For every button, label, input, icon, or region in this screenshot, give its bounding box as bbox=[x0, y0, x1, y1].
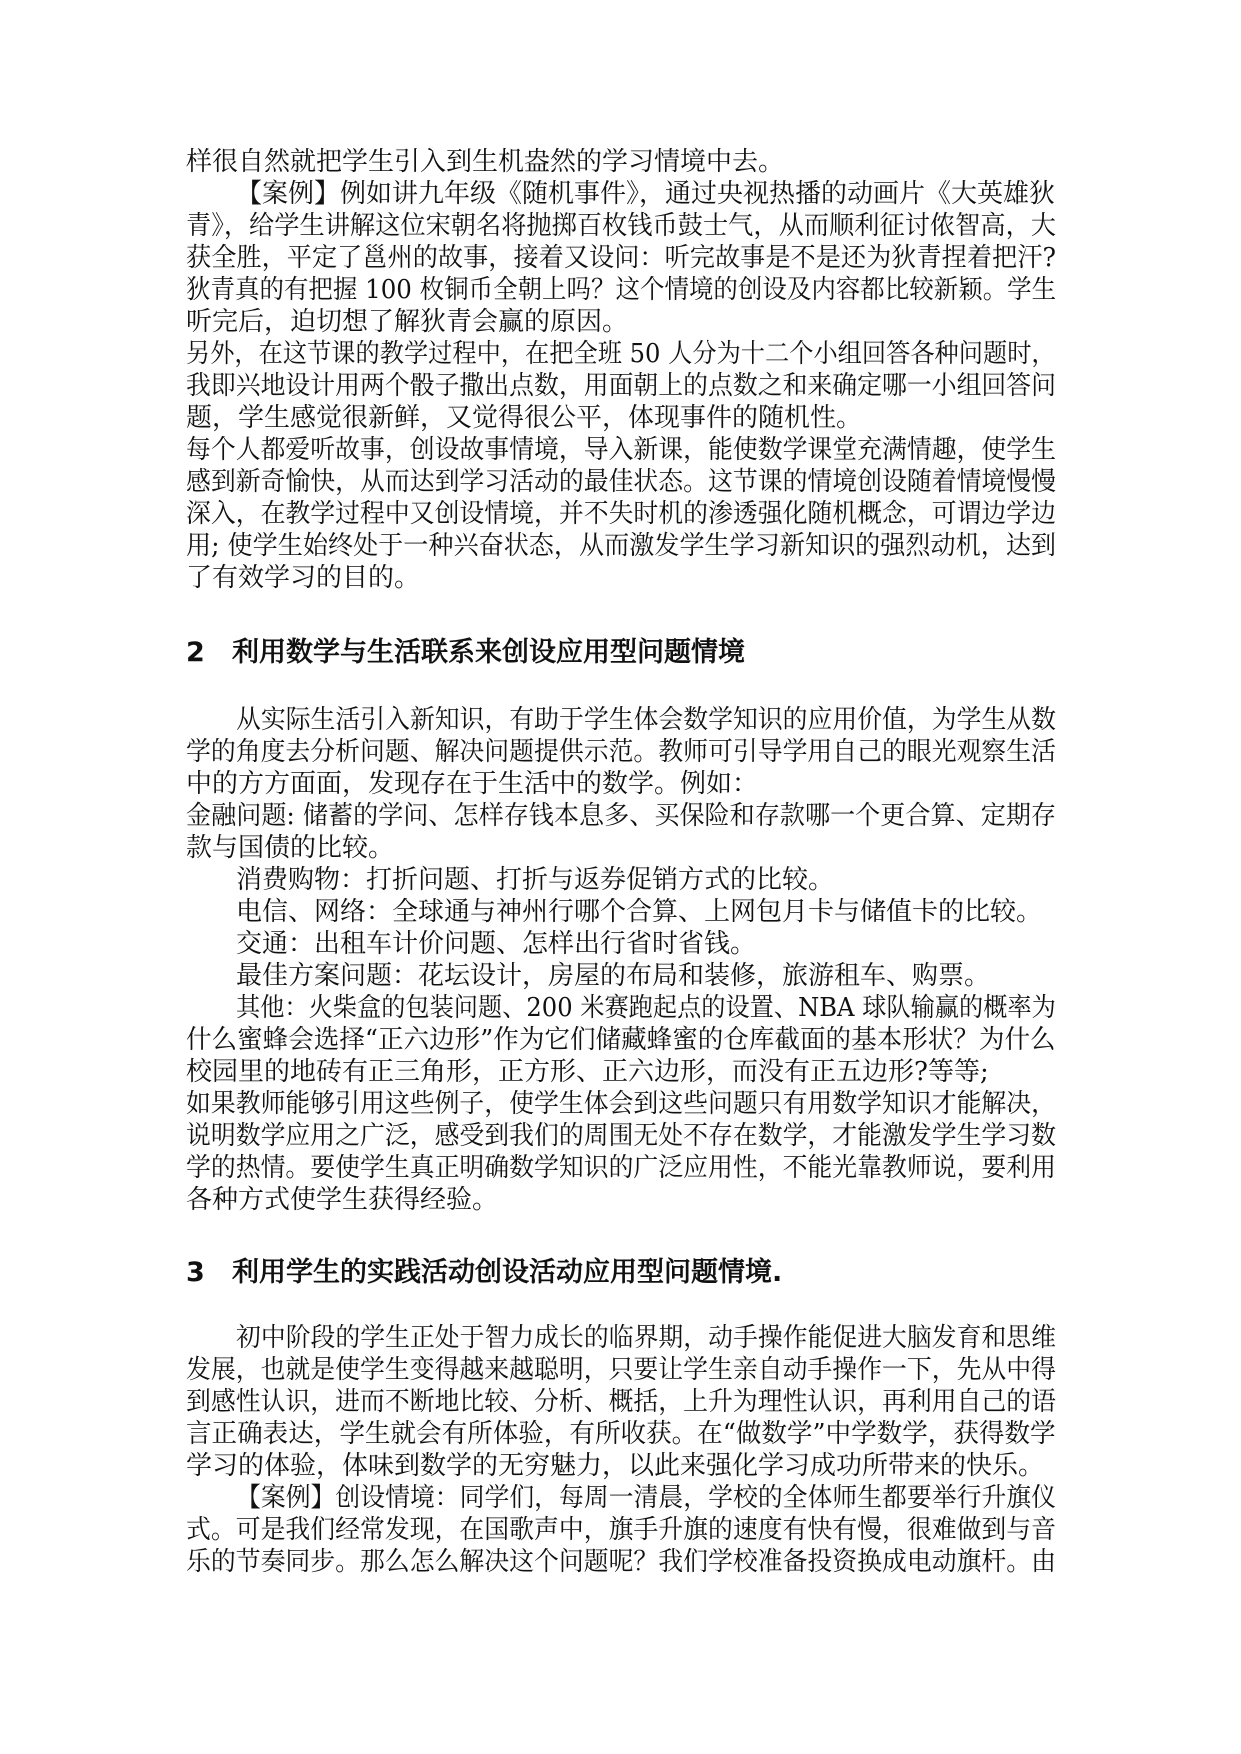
section-heading-2 bbox=[186, 636, 745, 670]
paragraph-line: 获全胜，平定了邕州的故事，接着又设问：听完故事是不是还为狄青捏着把汗? bbox=[186, 243, 1056, 273]
section-number: 2 bbox=[186, 637, 205, 668]
paragraph-line: 狄青真的有把握 100 枚铜币全朝上吗？这个情境的创设及内容都比较新颖。学生 bbox=[186, 275, 1057, 305]
paragraph-line: 款与国债的比较。 bbox=[186, 833, 395, 863]
paragraph-line: 青》，给学生讲解这位宋朝名将抛掷百枚钱币鼓士气，从而顺利征讨侬智高，大 bbox=[186, 211, 1057, 241]
paragraph-line: 听完后，迫切想了解狄青会赢的原因。 bbox=[186, 307, 629, 337]
section-heading-3 bbox=[186, 1256, 782, 1290]
paragraph-line: 校园里的地砖有正三角形，正方形、正六边形，而没有正五边形?等等; bbox=[186, 1057, 989, 1087]
paragraph-line: 用; 使学生始终处于一种兴奋状态，从而激发学生学习新知识的强烈动机，达到 bbox=[186, 531, 1057, 561]
paragraph-line: 初中阶段的学生正处于智力成长的临界期，动手操作能促进大脑发育和思维 bbox=[236, 1323, 1057, 1353]
paragraph-line: 发展，也就是使学生变得越来越聪明，只要让学生亲自动手操作一下，先从中得 bbox=[186, 1355, 1057, 1385]
paragraph-line: 乐的节奏同步。那么怎么解决这个问题呢？我们学校准备投资换成电动旗杆。由 bbox=[186, 1547, 1057, 1577]
paragraph-line: 金融问题: 储蓄的学问、怎样存钱本息多、买保险和存款哪一个更合算、定期存 bbox=[186, 801, 1057, 831]
paragraph-line: 中的方方面面，发现存在于生活中的数学。例如： bbox=[186, 769, 759, 799]
paragraph-line: 学习的体验，体味到数学的无穷魅力，以此来强化学习成功所带来的快乐。 bbox=[186, 1451, 1045, 1481]
paragraph-line: 【案例】创设情境：同学们，每周一清晨，学校的全体师生都要举行升旗仪 bbox=[236, 1483, 1057, 1513]
paragraph-line: 最佳方案问题：花坛设计，房屋的布局和装修，旅游租车、购票。 bbox=[236, 961, 991, 991]
paragraph-line: 我即兴地设计用两个骰子撒出点数，用面朝上的点数之和来确定哪一小组回答问 bbox=[186, 371, 1057, 401]
paragraph-line: 式。可是我们经常发现，在国歌声中，旗手升旗的速度有快有慢，很难做到与音 bbox=[186, 1515, 1057, 1545]
paragraph-line: 言正确表达，学生就会有所体验，有所收获。在“做数学”中学数学，获得数学 bbox=[186, 1419, 1056, 1449]
paragraph-line: 各种方式使学生获得经验。 bbox=[186, 1185, 499, 1215]
paragraph-line: 每个人都爱听故事，创设故事情境，导入新课，能使数学课堂充满情趣，使学生 bbox=[186, 435, 1057, 465]
paragraph-line: 消费购物：打折问题、打折与返券促销方式的比较。 bbox=[236, 865, 835, 895]
paragraph-line: 学的角度去分析问题、解决问题提供示范。教师可引导学用自己的眼光观察生活 bbox=[186, 737, 1057, 767]
paragraph-line: 交通：出租车计价问题、怎样出行省时省钱。 bbox=[236, 929, 757, 959]
paragraph-line: 另外，在这节课的教学过程中，在把全班 50 人分为十二个小组回答各种问题时， bbox=[186, 339, 1056, 369]
paragraph-line: 【案例】例如讲九年级《随机事件》，通过央视热播的动画片《大英雄狄 bbox=[236, 179, 1056, 209]
paragraph-line: 说明数学应用之广泛，感受到我们的周围无处不存在数学，才能激发学生学习数 bbox=[186, 1121, 1057, 1151]
paragraph-line: 到感性认识，进而不断地比较、分析、概括，上升为理性认识，再利用自己的语 bbox=[186, 1387, 1057, 1417]
paragraph-line: 学的热情。要使学生真正明确数学知识的广泛应用性，不能光靠教师说，要利用 bbox=[186, 1153, 1057, 1183]
paragraph-line: 深入，在教学过程中又创设情境，并不失时机的渗透强化随机概念，可谓边学边 bbox=[186, 499, 1057, 529]
paragraph-line: 题，学生感觉很新鲜，又觉得很公平，体现事件的随机性。 bbox=[186, 403, 863, 433]
paragraph-line: 了有效学习的目的。 bbox=[186, 563, 421, 593]
section-number: 3 bbox=[186, 1257, 205, 1288]
paragraph-line: 电信、网络：全球通与神州行哪个合算、上网包月卡与储值卡的比较。 bbox=[236, 897, 1043, 927]
paragraph-line: 样很自然就把学生引入到生机盎然的学习情境中去。 bbox=[186, 147, 785, 177]
section-title: 利用数学与生活联系来创设应用型问题情境 bbox=[232, 637, 745, 668]
paragraph-line: 其他：火柴盒的包装问题、200 米赛跑起点的设置、NBA 球队输赢的概率为 bbox=[236, 993, 1056, 1023]
paragraph-line: 什么蜜蜂会选择“正六边形”作为它们储藏蜂蜜的仓库截面的基本形状？为什么 bbox=[186, 1025, 1056, 1055]
paragraph-line: 如果教师能够引用这些例子，使学生体会到这些问题只有用数学知识才能解决， bbox=[186, 1089, 1057, 1119]
section-title: 利用学生的实践活动创设活动应用型问题情境. bbox=[232, 1257, 783, 1288]
paragraph-line: 从实际生活引入新知识，有助于学生体会数学知识的应用价值，为学生从数 bbox=[236, 705, 1057, 735]
paragraph-line: 感到新奇愉快，从而达到学习活动的最佳状态。这节课的情境创设随着情境慢慢 bbox=[186, 467, 1057, 497]
